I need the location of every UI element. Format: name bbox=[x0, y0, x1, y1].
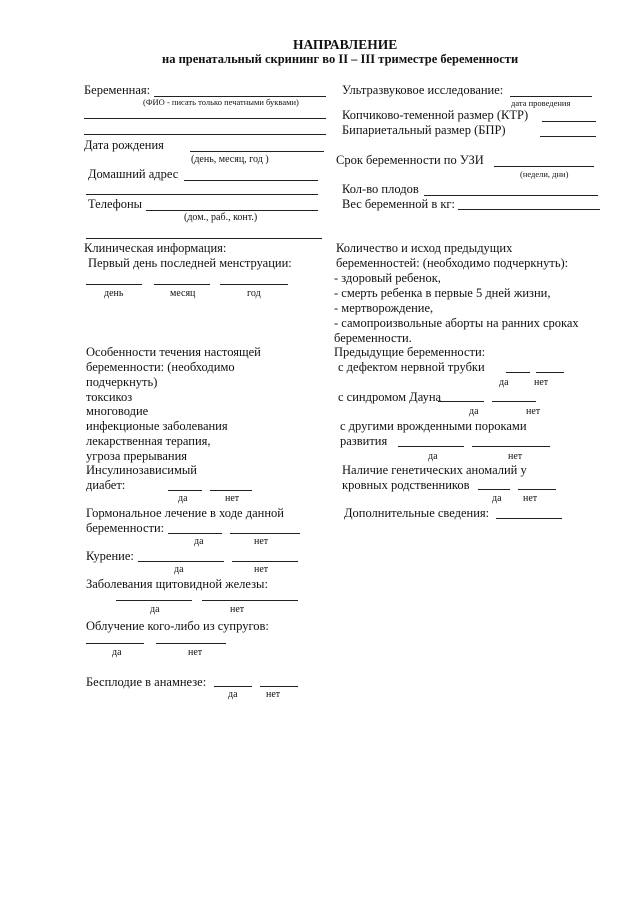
smoking-yes-hint: да bbox=[174, 564, 184, 575]
genetic-no-field[interactable] bbox=[518, 489, 556, 490]
genetic-no-hint: нет bbox=[523, 493, 538, 504]
pregnant-name-field-3[interactable] bbox=[84, 134, 326, 135]
ktr-field[interactable] bbox=[542, 121, 596, 122]
phones-label: Телефоны bbox=[88, 197, 143, 211]
fetus-count-label: Кол-во плодов bbox=[342, 182, 419, 196]
irradiation-yes-field[interactable] bbox=[86, 643, 144, 644]
ntd-yes-hint: да bbox=[499, 377, 509, 388]
document-subtitle: на пренатальный скрининг во II – III триместре беременности bbox=[162, 52, 519, 66]
document-title: НАПРАВЛЕНИЕ bbox=[293, 37, 398, 52]
down-no-field[interactable] bbox=[492, 401, 536, 402]
stillbirth-option[interactable]: - мертворождение, bbox=[334, 301, 434, 315]
lmp-year-hint: год bbox=[247, 288, 261, 299]
other-defects-label-2: развития bbox=[340, 434, 388, 448]
infertility-yes-hint: да bbox=[228, 689, 238, 700]
infertility-no-hint: нет bbox=[266, 689, 281, 700]
insulin-no-hint: нет bbox=[225, 493, 240, 504]
phones-hint: (дом., раб., конт.) bbox=[184, 212, 258, 223]
ntd-no-field[interactable] bbox=[536, 372, 564, 373]
other-defects-label-1: с другими врожденными пороками bbox=[340, 419, 527, 433]
down-yes-field[interactable] bbox=[438, 401, 484, 402]
lmp-day-field[interactable] bbox=[86, 284, 142, 285]
smoking-yes-field[interactable] bbox=[138, 561, 224, 562]
ntd-yes-field[interactable] bbox=[506, 372, 530, 373]
other-defects-yes-field[interactable] bbox=[398, 446, 464, 447]
fetus-count-field[interactable] bbox=[424, 195, 598, 196]
genetic-yes-hint: да bbox=[492, 493, 502, 504]
irradiation-label: Облучение кого-либо из супругов: bbox=[86, 619, 269, 633]
lmp-month-hint: месяц bbox=[170, 288, 196, 299]
irradiation-yes-hint: да bbox=[112, 647, 122, 658]
thyroid-label: Заболевания щитовидной железы: bbox=[86, 577, 268, 591]
hormonal-yes-hint: да bbox=[194, 536, 204, 547]
smoking-no-field[interactable] bbox=[232, 561, 298, 562]
hormonal-label-2: беременности: bbox=[86, 521, 165, 535]
thyroid-yes-field[interactable] bbox=[116, 600, 192, 601]
address-field-2[interactable] bbox=[86, 194, 318, 195]
other-defects-no-hint: нет bbox=[508, 451, 523, 462]
us-label: Ультразвуковое исследование: bbox=[342, 83, 504, 97]
term-hint: (недели, дни) bbox=[520, 169, 569, 179]
thyroid-yes-hint: да bbox=[150, 604, 160, 615]
clinical-label: Клиническая информация: bbox=[84, 241, 227, 255]
hormonal-no-field[interactable] bbox=[230, 533, 300, 534]
lmp-label: Первый день последней менструации: bbox=[88, 256, 292, 270]
pregnant-hint: (ФИО - писать только печатными буквами) bbox=[143, 97, 299, 107]
course-label-1: Особенности течения настоящей bbox=[86, 345, 261, 359]
insulin-label-2: диабет: bbox=[86, 478, 126, 492]
dob-hint: (день, месяц, год ) bbox=[191, 154, 269, 165]
down-label: с синдромом Дауна bbox=[338, 390, 442, 404]
dob-label: Дата рождения bbox=[84, 138, 164, 152]
abortion-option-1[interactable]: - самопроизвольные аборты на ранних сроках bbox=[334, 316, 579, 330]
irradiation-no-hint: нет bbox=[188, 647, 203, 658]
phones-field[interactable] bbox=[146, 210, 318, 211]
phones-field-2[interactable] bbox=[86, 238, 322, 239]
drug-therapy-option[interactable]: лекарственная терапия, bbox=[86, 434, 211, 448]
healthy-option[interactable]: - здоровый ребенок, bbox=[334, 271, 441, 285]
pregnant-label: Беременная: bbox=[84, 83, 151, 97]
weight-label: Вес беременной в кг: bbox=[342, 197, 456, 211]
hormonal-no-hint: нет bbox=[254, 536, 269, 547]
infertility-label: Бесплодие в анамнезе: bbox=[86, 675, 207, 689]
insulin-no-field[interactable] bbox=[210, 490, 252, 491]
lmp-day-hint: день bbox=[104, 288, 124, 299]
abortion-option-2[interactable]: беременности. bbox=[334, 331, 412, 345]
address-field[interactable] bbox=[184, 180, 318, 181]
threat-option[interactable]: угроза прерывания bbox=[86, 449, 188, 463]
toxicosis-option[interactable]: токсикоз bbox=[86, 390, 133, 404]
infertility-no-field[interactable] bbox=[260, 686, 298, 687]
genetic-yes-field[interactable] bbox=[478, 489, 510, 490]
extra-info-field[interactable] bbox=[496, 518, 562, 519]
smoking-no-hint: нет bbox=[254, 564, 269, 575]
address-label: Домашний адрес bbox=[88, 167, 179, 181]
insulin-yes-field[interactable] bbox=[168, 490, 202, 491]
thyroid-no-field[interactable] bbox=[202, 600, 298, 601]
hormonal-yes-field[interactable] bbox=[168, 533, 222, 534]
polyhydramnios-option[interactable]: многоводие bbox=[86, 404, 149, 418]
irradiation-no-field[interactable] bbox=[156, 643, 226, 644]
death-option[interactable]: - смерть ребенка в первые 5 дней жизни, bbox=[334, 286, 551, 300]
ntd-label: с дефектом нервной трубки bbox=[338, 360, 485, 374]
prev-outcome-label-1: Количество и исход предыдущих bbox=[336, 241, 513, 255]
lmp-month-field[interactable] bbox=[154, 284, 210, 285]
genetic-label-2: кровных родственников bbox=[342, 478, 470, 492]
genetic-label-1: Наличие генетических аномалий у bbox=[342, 463, 527, 477]
ktr-label: Копчиково-теменной размер (КТР) bbox=[342, 108, 529, 122]
pregnant-name-field-2[interactable] bbox=[84, 118, 326, 119]
dob-field[interactable] bbox=[190, 151, 324, 152]
extra-info-label: Дополнительные сведения: bbox=[344, 506, 490, 520]
prev-outcome-label-2: беременностей: (необходимо подчеркнуть): bbox=[336, 256, 569, 270]
down-yes-hint: да bbox=[469, 406, 479, 417]
us-date-hint: дата проведения bbox=[511, 98, 571, 108]
smoking-label: Курение: bbox=[86, 549, 134, 563]
other-defects-no-field[interactable] bbox=[472, 446, 550, 447]
down-no-hint: нет bbox=[526, 406, 541, 417]
bpr-field[interactable] bbox=[540, 136, 596, 137]
infertility-yes-field[interactable] bbox=[214, 686, 252, 687]
weight-field[interactable] bbox=[458, 209, 600, 210]
infections-option[interactable]: инфекционые заболевания bbox=[86, 419, 228, 433]
term-label: Срок беременности по УЗИ bbox=[336, 153, 484, 167]
bpr-label: Бипариетальный размер (БПР) bbox=[342, 123, 506, 137]
ntd-no-hint: нет bbox=[534, 377, 549, 388]
course-label-3: подчеркнуть) bbox=[86, 375, 158, 389]
course-label-2: беременности: (необходимо bbox=[86, 360, 235, 374]
insulin-yes-hint: да bbox=[178, 493, 188, 504]
hormonal-label-1: Гормональное лечение в ходе данной bbox=[86, 506, 284, 520]
us-date-field[interactable] bbox=[510, 96, 592, 97]
other-defects-yes-hint: да bbox=[428, 451, 438, 462]
thyroid-no-hint: нет bbox=[230, 604, 245, 615]
term-field[interactable] bbox=[494, 166, 594, 167]
prev-preg-label: Предыдущие беременности: bbox=[334, 345, 486, 359]
insulin-label-1: Инсулинозависимый bbox=[86, 463, 197, 477]
lmp-year-field[interactable] bbox=[220, 284, 288, 285]
